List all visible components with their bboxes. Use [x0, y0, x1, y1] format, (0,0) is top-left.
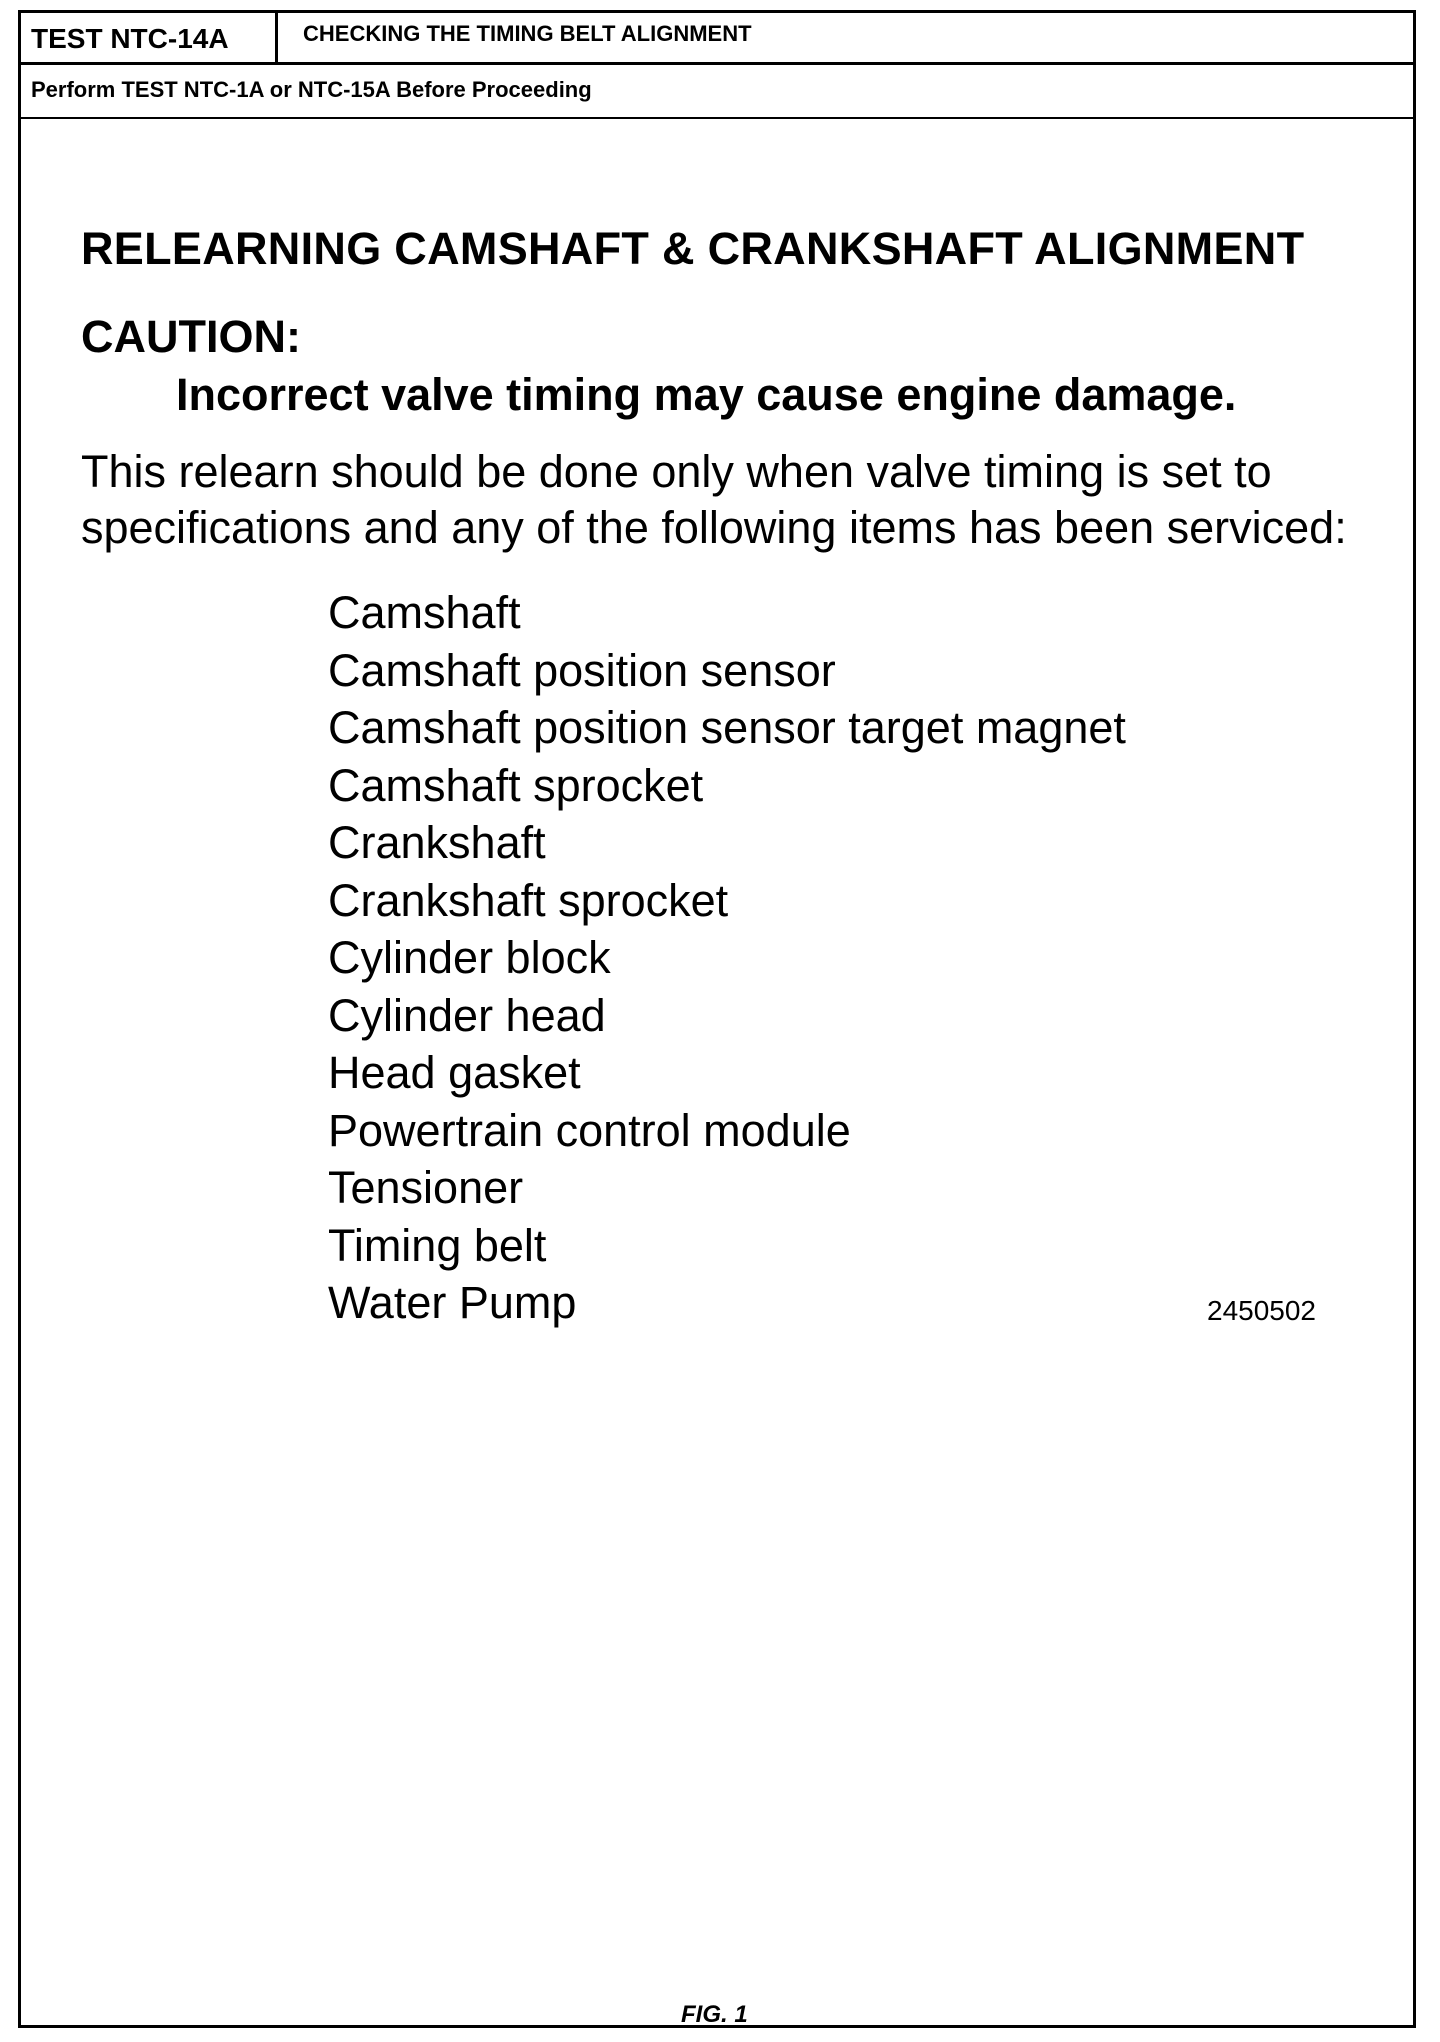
list-item: Camshaft position sensor	[328, 644, 836, 696]
caution-text: Incorrect valve timing may cause engine damage.	[176, 369, 1237, 420]
list-item: Water Pump	[328, 1277, 577, 1328]
prerequisite-text: Perform TEST NTC-1A or NTC-15A Before Proceeding	[31, 77, 592, 102]
figure-heading: RELEARNING CAMSHAFT & CRANKSHAFT ALIGNMENT	[81, 223, 1305, 274]
list-item: Timing belt	[328, 1219, 547, 1271]
list-item: Head gasket	[328, 1047, 581, 1098]
test-title: CHECKING THE TIMING BELT ALIGNMENT	[303, 21, 752, 46]
intro-paragraph	[81, 444, 1401, 556]
reference-number: 2450502	[1207, 1295, 1317, 1326]
list-item: Cylinder block	[328, 932, 611, 983]
list-item: Tensioner	[328, 1162, 524, 1213]
test-id-label: TEST NTC-14A	[21, 13, 278, 65]
figure-caption: FIG. 1	[681, 2001, 748, 2028]
list-item: Camshaft sprocket	[328, 759, 704, 811]
serviced-items-list	[328, 584, 1126, 1332]
list-item: Cylinder head	[328, 989, 606, 1041]
prerequisite-row	[21, 65, 1413, 119]
figure-content	[21, 119, 1413, 2028]
document-frame	[18, 10, 1416, 2028]
intro-line: specifications and any of the following items has been serviced:	[81, 502, 1347, 553]
list-item: Camshaft	[328, 587, 521, 638]
test-header	[21, 13, 1413, 65]
intro-line: This relearn should be done only when valve timing is set to	[81, 446, 1272, 497]
list-item: Camshaft position sensor target magnet	[328, 702, 1126, 753]
caution-label: CAUTION:	[81, 311, 301, 362]
list-item: Crankshaft	[328, 817, 546, 868]
list-item: Crankshaft sprocket	[328, 874, 729, 926]
list-item: Powertrain control module	[328, 1104, 851, 1156]
